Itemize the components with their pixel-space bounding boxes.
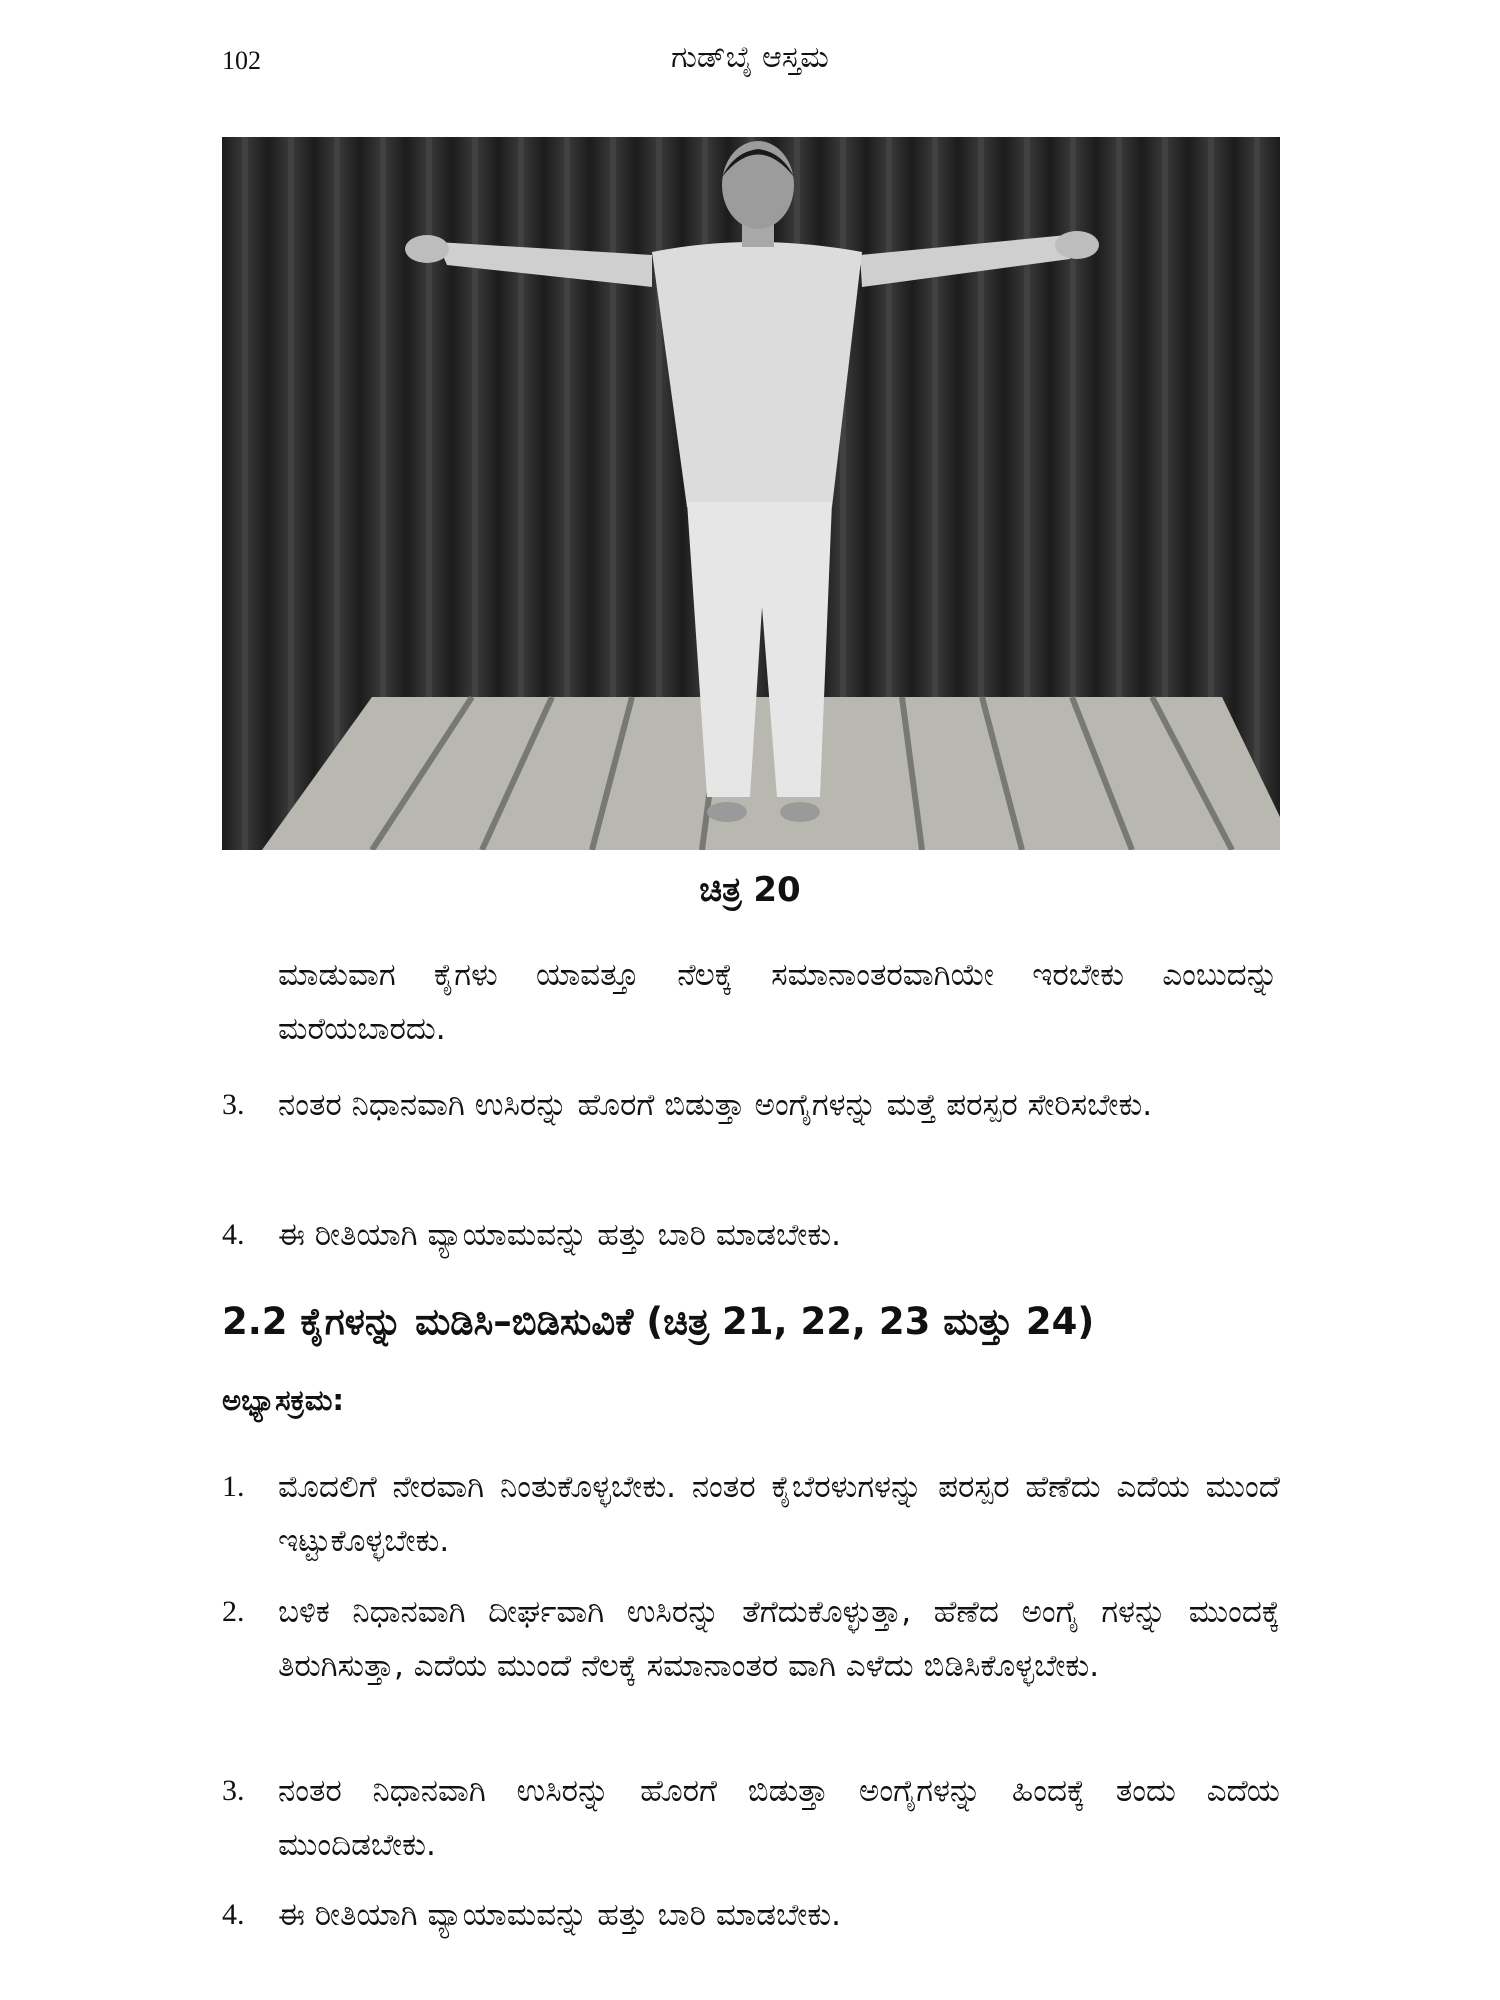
list-item-number: 1.	[222, 1470, 245, 1503]
list-item-text: ಬಳಿಕ ನಿಧಾನವಾಗಿ ದೀರ್ಘವಾಗಿ ಉಸಿರನ್ನು ತೆಗೆದುಕೊಳ್ಳುತ್ತಾ, ಹೆಣೆದ ಅಂಗೈ ಗಳನ್ನು ಮುಂದಕ್ಕೆ ತಿರುಗಿಸುತ್ತಾ, ಎದೆಯ ಮುಂದೆ ನೆಲಕ್ಕೆ ಸಮಾನಾಂತರ ವಾಗಿ ಎಳೆದು ಬಿಡಿಸಿಕೊಳ್ಳಬೇಕು.	[278, 1594, 1280, 1684]
section-subheading: ಅಭ್ಯಾಸಕ್ರಮ:	[222, 1383, 345, 1417]
list-item-number: 3.	[222, 1774, 245, 1807]
list-item	[222, 1208, 1280, 1262]
list-item	[222, 1585, 1280, 1693]
list-item-text: ನಂತರ ನಿಧಾನವಾಗಿ ಉಸಿರನ್ನು ಹೊರಗೆ ಬಿಡುತ್ತಾ ಅಂಗೈಗಳನ್ನು ಹಿಂದಕ್ಕೆ ತಂದು ಎದೆಯ ಮುಂದಿಡಬೇಕು.	[278, 1773, 1280, 1863]
section-heading: 2.2 ಕೈಗಳನ್ನು ಮಡಿಸಿ–ಬಿಡಿಸುವಿಕೆ (ಚಿತ್ರ 21, 22, 23 ಮತ್ತು 24)	[222, 1300, 1095, 1343]
list-item-text: ನಂತರ ನಿಧಾನವಾಗಿ ಉಸಿರನ್ನು ಹೊರಗೆ ಬಿಡುತ್ತಾ ಅಂಗೈಗಳನ್ನು ಮತ್ತೆ ಪರಸ್ಪರ ಸೇರಿಸಬೇಕು.	[278, 1087, 1153, 1123]
list-item	[222, 1078, 1280, 1132]
running-head-title: ಗುಡ್‌ಬೈ ಆಸ್ತಮ	[671, 40, 829, 75]
list-item-number: 2.	[222, 1595, 245, 1628]
list-item-text: ಈ ರೀತಿಯಾಗಿ ವ್ಯಾಯಾಮವನ್ನು ಹತ್ತು ಬಾರಿ ಮಾಡಬೇಕು.	[278, 1897, 841, 1933]
page-number: 102	[222, 46, 261, 75]
list-item-text: ಮೊದಲಿಗೆ ನೇರವಾಗಿ ನಿಂತುಕೊಳ್ಳಬೇಕು. ನಂತರ ಕೈಬೆರಳುಗಳನ್ನು ಪರಸ್ಪರ ಹೆಣೆದು ಎದೆಯ ಮುಂದೆ ಇಟ್ಟುಕೊಳ್ಳಬೇಕು.	[278, 1469, 1280, 1559]
list-item	[222, 1460, 1280, 1568]
list-item	[222, 1888, 1280, 1942]
figure-caption: ಚಿತ್ರ 20	[699, 870, 801, 910]
figure-photo	[222, 137, 1280, 850]
continuation-paragraph: ಮಾಡುವಾಗ ಕೈಗಳು ಯಾವತ್ತೂ ನೆಲಕ್ಕೆ ಸಮಾನಾಂತರವಾಗಿಯೇ ಇರಬೇಕು ಎಂಬುದನ್ನು ಮರೆಯಬಾರದು.	[278, 957, 1278, 1047]
list-item	[222, 1764, 1280, 1872]
list-item-number: 3.	[222, 1088, 245, 1121]
photo-illustration	[222, 137, 1280, 850]
list-item-text: ಈ ರೀತಿಯಾಗಿ ವ್ಯಾಯಾಮವನ್ನು ಹತ್ತು ಬಾರಿ ಮಾಡಬೇಕು.	[278, 1217, 841, 1253]
list-item-number: 4.	[222, 1898, 245, 1931]
list-item-number: 4.	[222, 1218, 245, 1251]
